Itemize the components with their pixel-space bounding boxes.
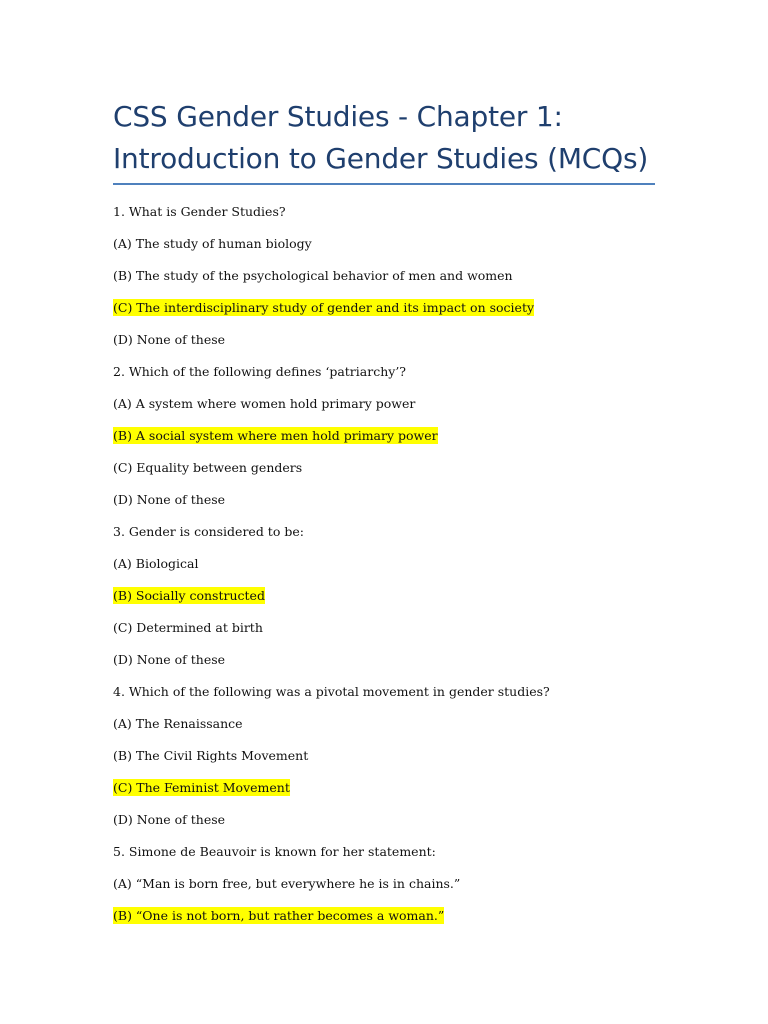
page-title <box>113 0 655 180</box>
question-list <box>113 204 655 940</box>
option-4d: (D) None of these <box>113 812 226 827</box>
option-4c-answer: (C) The Feminist Movement <box>113 780 290 795</box>
option-3a: (A) Biological <box>113 556 199 571</box>
option-5a: (A) “Man is born free, but everywhere he is in chains.” <box>113 876 461 891</box>
question-4: 4. Which of the following was a pivotal movement in gender studies? <box>113 684 550 699</box>
option-5b-answer: (B) “One is not born, but rather becomes a woman.” <box>113 908 445 923</box>
option-2c: (C) Equality between genders <box>113 460 303 475</box>
option-1c-answer: (C) The interdisciplinary study of gender and its impact on society <box>113 300 535 315</box>
question-1: 1. What is Gender Studies? <box>113 204 286 219</box>
option-2b-answer: (B) A social system where men hold primary power <box>113 428 438 443</box>
option-1a: (A) The study of human biology <box>113 236 312 251</box>
title-line-1: CSS Gender Studies - Chapter 1: <box>113 100 563 133</box>
option-2a: (A) A system where women hold primary power <box>113 396 416 411</box>
question-2: 2. Which of the following defines ‘patriarchy’? <box>113 364 406 379</box>
option-1b: (B) The study of the psychological behavior of men and women <box>113 268 513 283</box>
document-page <box>113 0 655 940</box>
option-3c: (C) Determined at birth <box>113 620 263 635</box>
option-3b-answer: (B) Socially constructed <box>113 588 265 603</box>
option-1d: (D) None of these <box>113 332 226 347</box>
option-3d: (D) None of these <box>113 652 226 667</box>
title-line-2: Introduction to Gender Studies (MCQs) <box>113 142 649 175</box>
question-5: 5. Simone de Beauvoir is known for her statement: <box>113 844 436 859</box>
option-2d: (D) None of these <box>113 492 226 507</box>
title-underline <box>113 183 655 185</box>
question-3: 3. Gender is considered to be: <box>113 524 304 539</box>
option-4b: (B) The Civil Rights Movement <box>113 748 309 763</box>
option-4a: (A) The Renaissance <box>113 716 243 731</box>
